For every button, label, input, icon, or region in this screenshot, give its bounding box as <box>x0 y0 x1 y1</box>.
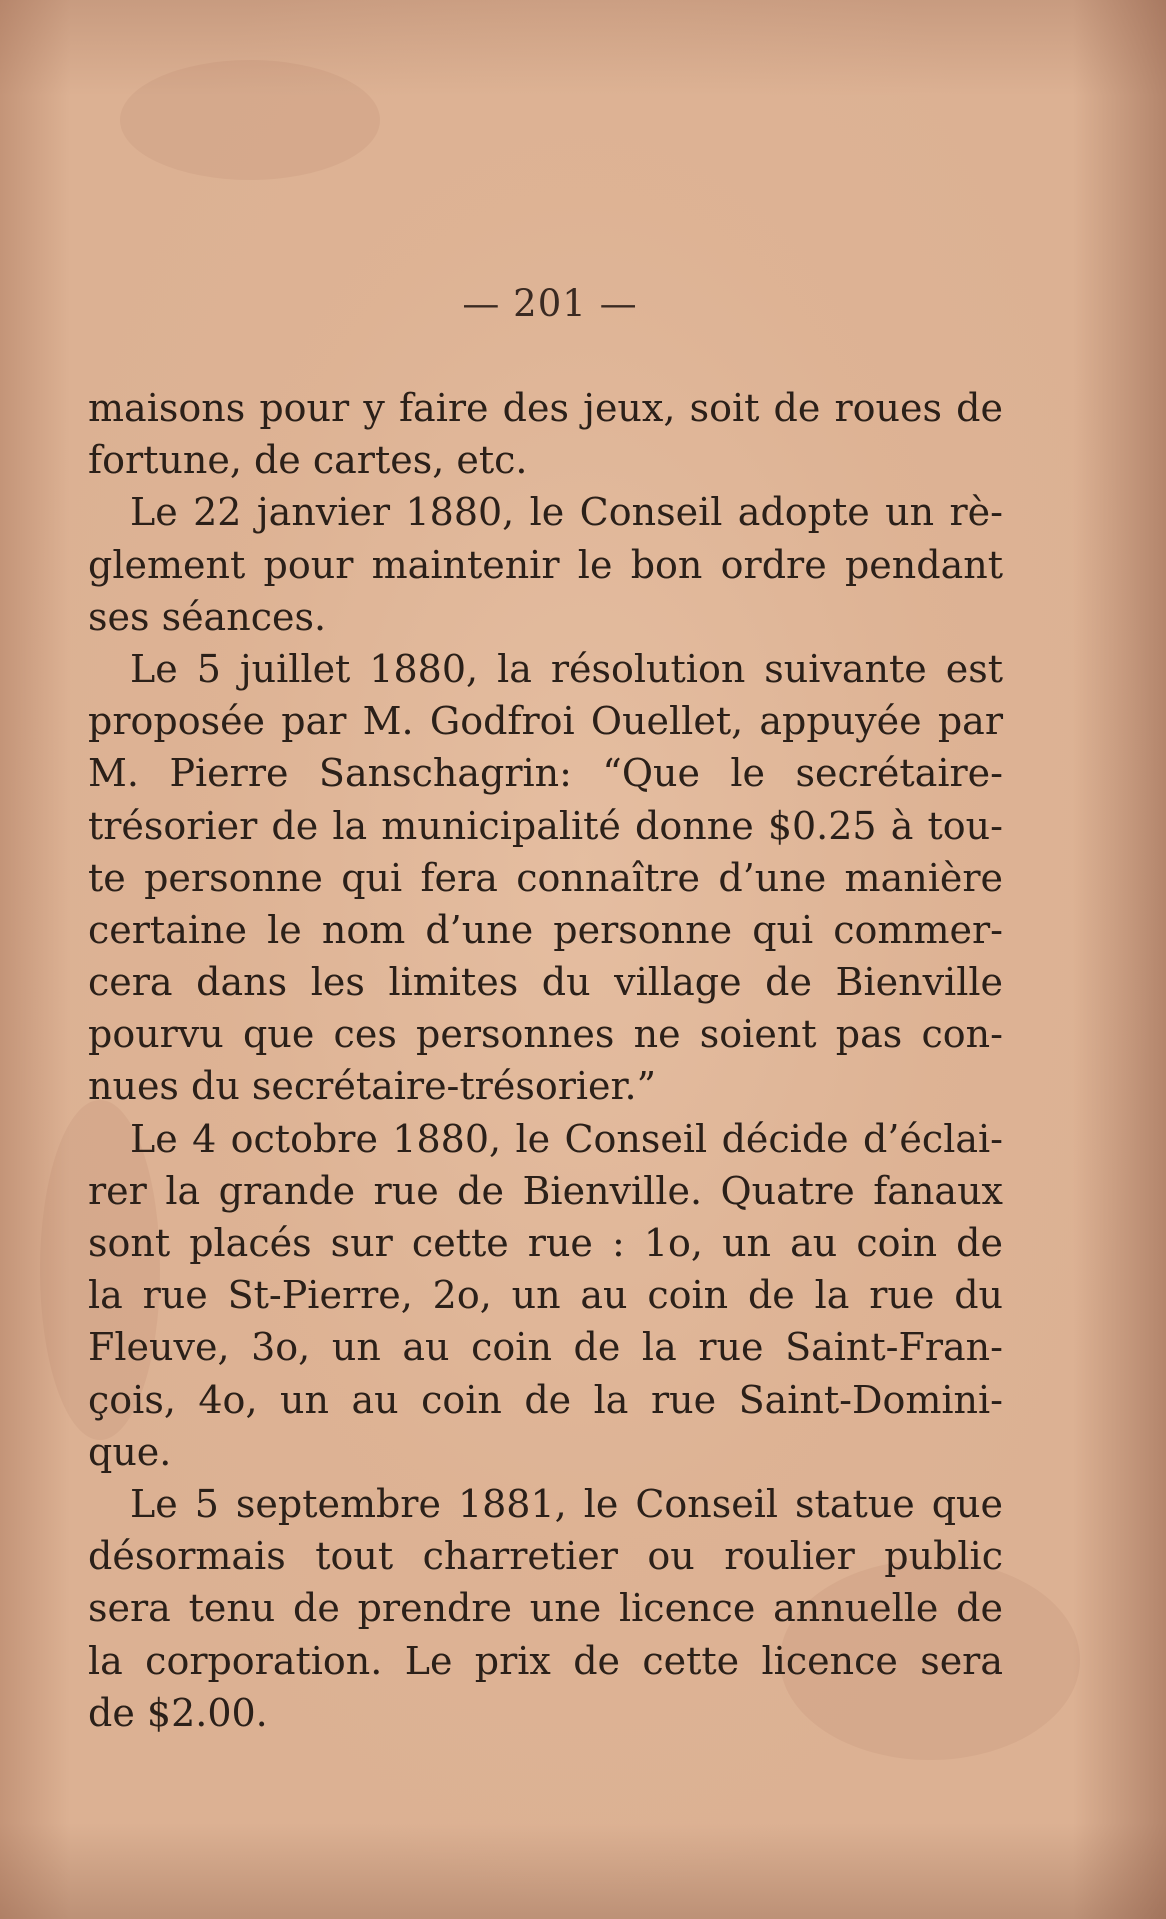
text-line: certaine le nom d’une personne qui commer- <box>88 907 1003 952</box>
text-line: de $2.00. <box>88 1690 268 1735</box>
text-line: M. Pierre Sanschagrin: “Que le secrétaire- <box>88 751 1003 796</box>
text-line: pourvu que ces personnes ne soient pas con- <box>88 1012 1003 1057</box>
text-line: désormais tout charretier ou roulier public <box>88 1534 1003 1579</box>
text-line: sera tenu de prendre une licence annuelle de <box>88 1586 1003 1631</box>
text-line: Fleuve, 3o, un au coin de la rue Saint-Fran- <box>88 1325 1003 1370</box>
text-line: trésorier de la municipalité donne $0.25 à tou- <box>88 803 1003 848</box>
text-line: la rue St-Pierre, 2o, un au coin de la rue du <box>88 1273 1003 1318</box>
text-line: rer la grande rue de Bienville. Quatre fanaux <box>88 1168 1003 1213</box>
text-line: Le 4 octobre 1880, le Conseil décide d’éclai- <box>130 1116 1003 1161</box>
text-line: proposée par M. Godfroi Ouellet, appuyée par <box>88 699 1003 744</box>
text-line: fortune, de cartes, etc. <box>88 438 528 483</box>
text-line: nues du secrétaire-trésorier.” <box>88 1064 656 1109</box>
page-number: — 201 — <box>462 282 638 325</box>
text-line: cera dans les limites du village de Bienville <box>88 960 1003 1005</box>
text-line: te personne qui fera connaître d’une manière <box>88 855 1003 900</box>
text-line: Le 22 janvier 1880, le Conseil adopte un rè- <box>130 490 1003 535</box>
text-line: maisons pour y faire des jeux, soit de roues de <box>88 386 1003 430</box>
text-line: ses séances. <box>88 594 327 639</box>
text-line: sont placés sur cette rue : 1o, un au coin de <box>88 1221 1003 1265</box>
paper-stain <box>120 60 380 180</box>
text-line: la corporation. Le prix de cette licence sera <box>88 1638 1003 1683</box>
body-text <box>88 382 1003 1739</box>
text-line: çois, 4o, un au coin de la rue Saint-Domini- <box>88 1377 1003 1422</box>
text-line: que. <box>88 1429 172 1474</box>
text-line: Le 5 septembre 1881, le Conseil statue que <box>130 1481 1003 1526</box>
text-line: Le 5 juillet 1880, la résolution suivante est <box>130 646 1003 691</box>
text-line: glement pour maintenir le bon ordre pendant <box>88 542 1003 587</box>
